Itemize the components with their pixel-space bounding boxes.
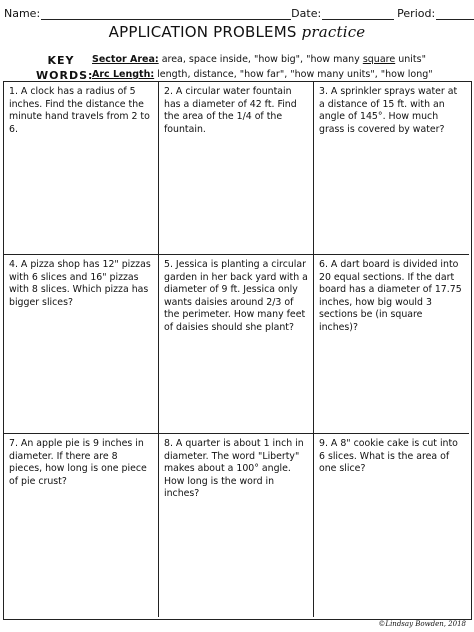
arc-length-definition [92,67,433,82]
period-blank-line[interactable] [436,7,474,20]
key-words-label-line2: WORDS: [36,69,94,82]
key-words-label [36,53,94,83]
problem-cell-2[interactable]: 2. A circular water fountain has a diameter of 42 ft. Find the area of the 1/4 of the fountain. [159,82,314,255]
problem-cell-5[interactable]: 5. Jessica is planting a circular garden in her back yard with a diameter of 9 ft. Jessica only wants daisies around 2/3 of the perimeter. How many feet of daisies should she plant? [159,255,314,434]
date-blank-line[interactable] [322,7,394,20]
sector-area-term: Sector Area: [92,54,159,65]
sector-area-desc-underlined: square [362,54,396,65]
key-words-list [92,52,433,82]
problem-cell-4[interactable]: 4. A pizza shop has 12" pizzas with 6 slices and 16" pizzas with 8 slices. Which pizza has bigger slices? [4,255,159,434]
title-main: APPLICATION PROBLEMS [108,23,297,41]
period-field[interactable] [397,7,474,20]
title-italic: practice [301,23,366,41]
copyright-credit: ©Lindsay Bowden, 2018 [378,620,466,628]
problem-cell-3[interactable]: 3. A sprinkler sprays water at a distance of 15 ft. with an angle of 145°. How much grass is covered by water? [314,82,469,255]
arc-length-desc: length, distance, "how far", "how many units", "how long" [154,69,433,80]
page-title [0,23,474,41]
sector-area-definition [92,52,433,67]
problem-cell-7[interactable]: 7. An apple pie is 9 inches in diameter. If there are 8 pieces, how long is one piece of pie crust? [4,434,159,617]
problem-cell-8[interactable]: 8. A quarter is about 1 inch in diameter. The word "Liberty" makes about a 100° angle. How long is the word in inches? [159,434,314,617]
sector-area-desc-after: units" [395,54,426,65]
date-label: Date: [291,7,322,20]
key-words-label-line1: KEY [47,54,75,67]
name-label: Name: [4,7,41,20]
name-blank-line[interactable] [41,7,291,20]
arc-length-term: Arc Length: [92,69,155,80]
problem-cell-6[interactable]: 6. A dart board is divided into 20 equal sections. If the dart board has a diameter of 17.75 inches, how big would 3 sections be (in square inches)? [314,255,469,434]
problem-cell-9[interactable]: 9. A 8" cookie cake is cut into 6 slices. What is the area of one slice? [319,438,458,475]
problem-cell-1[interactable]: 1. A clock has a radius of 5 inches. Find the distance the minute hand travels from 2 to 6. [4,82,159,255]
student-info-header [4,4,470,20]
sector-area-desc-before: area, space inside, "how big", "how many [158,54,363,65]
period-label: Period: [397,7,436,20]
date-field[interactable] [291,7,394,20]
name-field[interactable] [4,7,291,20]
problem-grid [3,81,472,620]
